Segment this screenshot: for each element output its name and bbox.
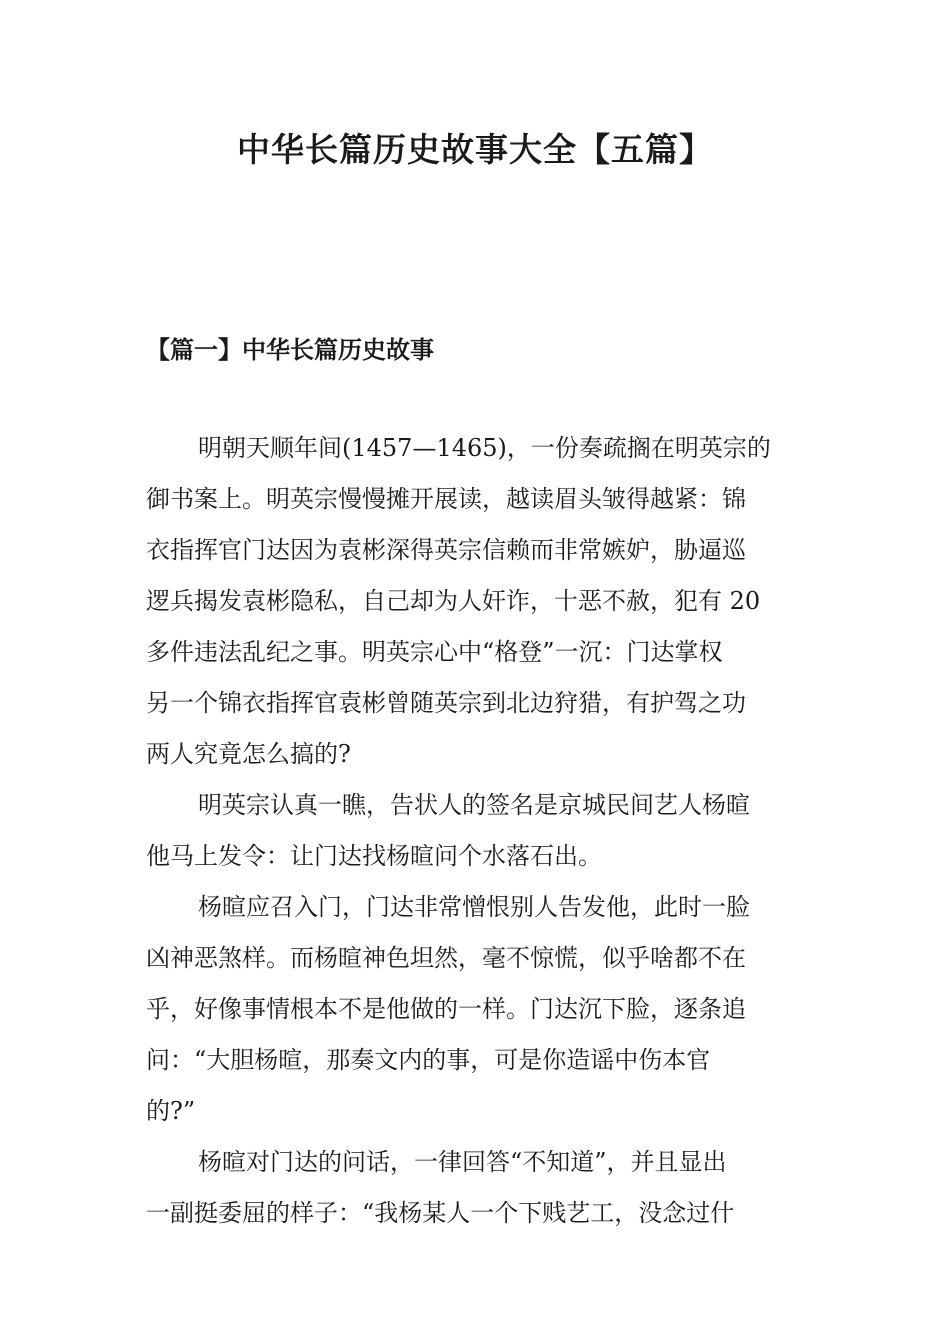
paragraph xyxy=(146,1143,806,1245)
text-line: 乎，好像事情根本不是他做的一样。门达沉下脸，逐条追 xyxy=(146,995,746,1023)
text-line: 两人究竟怎么搞的? xyxy=(146,740,351,768)
text-line: 的?” xyxy=(146,1097,196,1125)
text-line: 另一个锦衣指挥官袁彬曾随英宗到北边狩猎，有护驾之功 xyxy=(146,689,746,717)
text-line: 明朝天顺年间(1457—1465)，一份奏疏搁在明英宗的 xyxy=(198,434,771,462)
paragraph xyxy=(146,888,806,1143)
paragraph xyxy=(146,786,806,888)
text-line: 御书案上。明英宗慢慢摊开展读，越读眉头皱得越紧：锦 xyxy=(146,485,746,513)
text-line: 凶神恶煞样。而杨暄神色坦然，毫不惊慌，似乎啥都不在 xyxy=(146,944,746,972)
text-line: 多件违法乱纪之事。明英宗心中“格登”一沉：门达掌权 xyxy=(146,638,723,666)
text-line: 逻兵揭发袁彬隐私，自己却为人奸诈，十恶不赦，犯有 20 xyxy=(146,587,761,615)
text-line: 一副挺委屈的样子：“我杨某人一个下贱艺工，没念过什 xyxy=(146,1199,735,1227)
text-line: 衣指挥官门达因为袁彬深得英宗信赖而非常嫉妒，胁逼巡 xyxy=(146,536,746,564)
text-line: 他马上发令：让门达找杨暄问个水落石出。 xyxy=(146,842,602,870)
text-line: 明英宗认真一瞧，告状人的签名是京城民间艺人杨暄 xyxy=(198,791,750,819)
paragraph xyxy=(146,429,806,786)
text-line: 杨暄应召入门，门达非常憎恨别人告发他，此时一脸 xyxy=(198,893,750,921)
text-line: 问：“大胆杨暄，那奏文内的事，可是你造谣中伤本官 xyxy=(146,1046,711,1074)
body-text xyxy=(146,429,806,1245)
section-heading: 【篇一】中华长篇历史故事 xyxy=(146,335,434,364)
document-title: 中华长篇历史故事大全【五篇】 xyxy=(237,130,713,169)
text-line: 杨暄对门达的问话，一律回答“不知道”，并且显出 xyxy=(198,1148,727,1176)
